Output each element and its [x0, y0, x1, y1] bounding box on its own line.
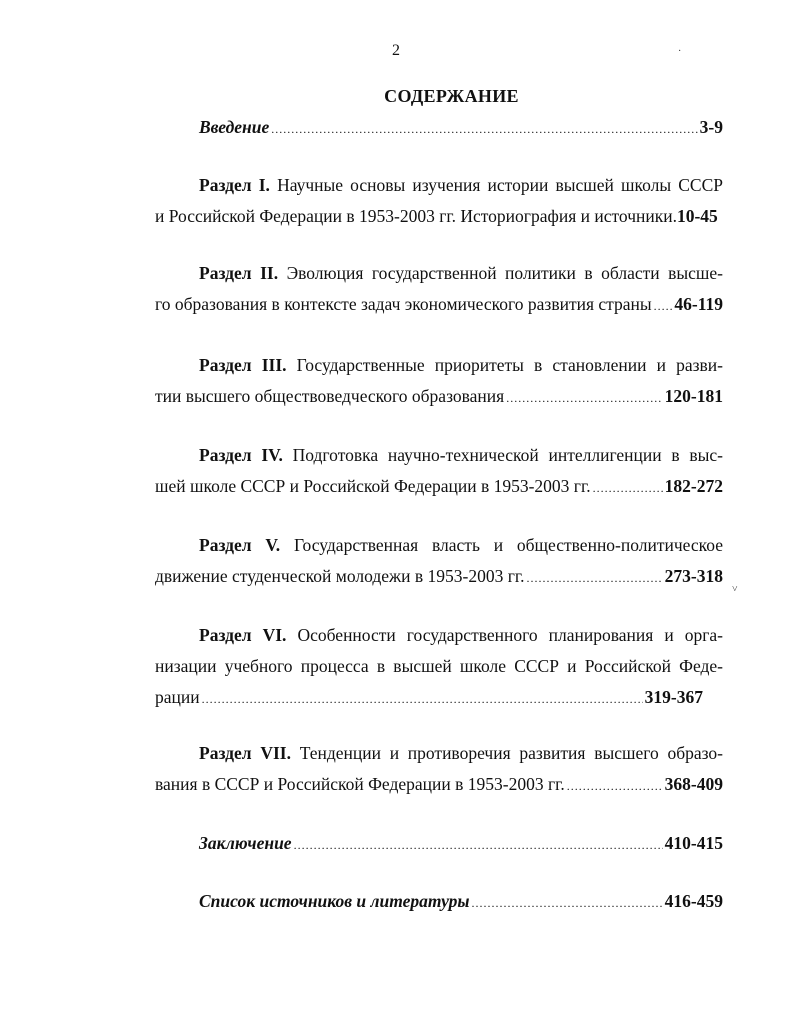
toc-entry-title-line: Государственная власть и общественно-политическое — [293, 535, 723, 555]
toc-entry-label: Раздел V. — [199, 535, 281, 555]
toc-entry-pages: 273-318 — [664, 566, 723, 586]
toc-entry-conclusion[interactable] — [155, 828, 723, 861]
toc-entry-title-line: Тенденции и противоречия развития высшего образо- — [299, 743, 723, 763]
toc-entry-pages: 10-45 — [676, 206, 718, 226]
dot-leader — [654, 291, 673, 322]
toc-entry-section-3[interactable] — [155, 350, 723, 414]
toc-entry-title-line: низации учебного процесса в высшей школе СССР и Российской Феде- — [155, 656, 723, 676]
toc-entry-section-2[interactable] — [155, 258, 723, 322]
dot-leader — [567, 771, 663, 802]
toc-entry-section-4[interactable] — [155, 440, 723, 504]
toc-entry-label: Список источников и литературы — [199, 891, 470, 911]
toc-entry-bibliography[interactable] — [155, 886, 723, 919]
toc-entry-title-line: Эволюция государственной политики в области высше- — [286, 263, 723, 283]
toc-entry-label: Раздел VI. — [199, 625, 287, 645]
toc-entry-pages: 120-181 — [664, 386, 723, 406]
toc-entry-section-5[interactable] — [155, 530, 723, 594]
toc-entry-label: Раздел I. — [199, 175, 270, 195]
toc-entry-label: Раздел IV. — [199, 445, 283, 465]
toc-entry-section-6[interactable] — [155, 620, 723, 715]
toc-entry-pages: 416-459 — [664, 891, 723, 911]
toc-entry-introduction[interactable] — [155, 112, 723, 145]
toc-entry-pages: 319-367 — [644, 687, 703, 707]
dot-leader — [472, 888, 663, 919]
toc-entry-title-line: Государственные приоритеты в становлении и разви- — [296, 355, 723, 375]
scan-speck: · — [678, 46, 682, 57]
dot-leader — [506, 383, 662, 414]
page-number: 2 — [392, 42, 400, 59]
dot-leader — [294, 830, 663, 861]
toc-entry-pages: 410-415 — [664, 833, 723, 853]
toc-entry-pages: 368-409 — [664, 774, 723, 794]
toc-entry-label: Заключение — [199, 833, 292, 853]
toc-entry-title-line: рации — [155, 687, 200, 707]
toc-entry-title-line: шей школе СССР и Российской Федерации в 1953-2003 гг. — [155, 476, 591, 496]
toc-entry-pages: 3-9 — [699, 117, 723, 137]
toc-entry-section-7[interactable] — [155, 738, 723, 802]
toc-entry-label: Раздел VII. — [199, 743, 291, 763]
toc-entry-title-line: Научные основы изучения истории высшей школы СССР — [277, 175, 723, 195]
dot-leader — [526, 563, 662, 594]
toc-entry-label: Раздел II. — [199, 263, 279, 283]
toc-entry-label: Раздел III. — [199, 355, 287, 375]
dot-leader — [271, 114, 697, 145]
toc-entry-title-line: движение студенческой молодежи в 1953-2003 гг. — [155, 566, 525, 586]
scan-speck: ˅ — [732, 584, 738, 595]
toc-entry-title-line: тии высшего обществоведческого образования — [155, 386, 505, 406]
toc-entry-title-line: Подготовка научно-технической интеллигенции в выс- — [292, 445, 723, 465]
dot-leader — [593, 473, 663, 504]
toc-entry-label: Введение — [199, 117, 270, 137]
toc-entry-pages: 46-119 — [674, 294, 723, 314]
toc-entry-title-line: и Российской Федерации в 1953-2003 гг. Историография и источники. — [155, 206, 677, 226]
toc-entry-pages: 182-272 — [664, 476, 723, 496]
toc-entry-title-line: Особенности государственного планирования и орга- — [297, 625, 723, 645]
toc-entry-section-1[interactable] — [155, 170, 723, 232]
dot-leader — [202, 684, 643, 715]
toc-entry-title-line: го образования в контексте задач экономического развития страны — [155, 294, 652, 314]
toc-entry-title-line: вания в СССР и Российской Федерации в 1953-2003 гг. — [155, 774, 565, 794]
toc-title: СОДЕРЖАНИЕ — [384, 86, 519, 106]
